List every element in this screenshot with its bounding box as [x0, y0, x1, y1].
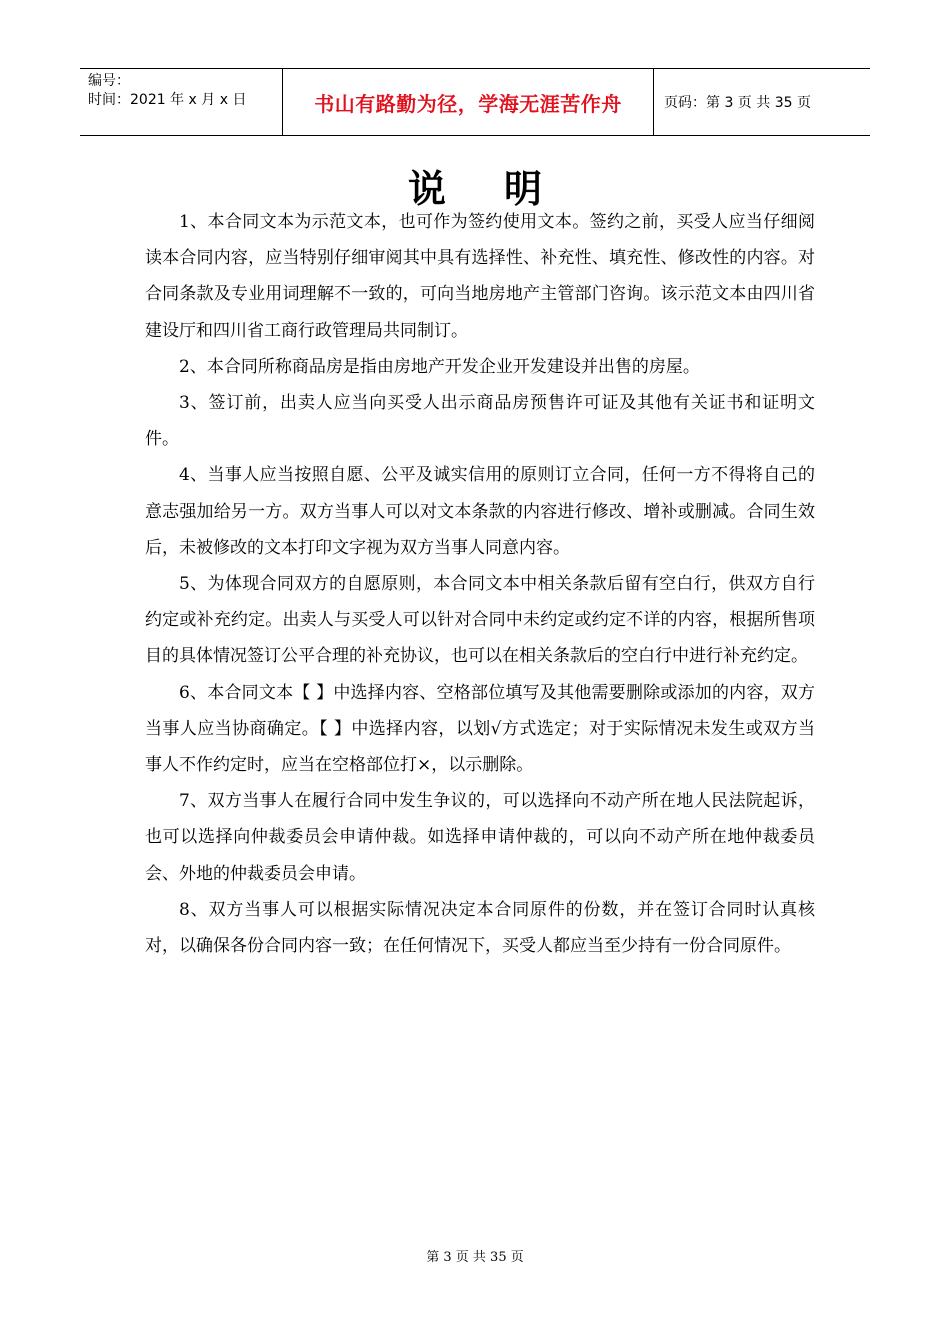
paragraph-8: 8、双方当事人可以根据实际情况决定本合同原件的份数，并在签订合同时认真核对，以确保各份合同内容一致；在任何情况下，买受人都应当至少持有一份合同原件。: [145, 899, 815, 957]
paragraph-3: 3、签订前，出卖人应当向买受人出示商品房预售许可证及其他有关证书和证明文件。: [145, 393, 815, 450]
paragraph-6: 6、本合同文本【 】中选择内容、空格部位填写及其他需要删除或添加的内容，双方当事人应当协商确定。【 】中选择内容，以划√方式选定；对于实际情况未发生或双方当事人不作约定时，应当在空格部位打×，以示删除。: [145, 682, 815, 776]
paragraph-2: 2、本合同所称商品房是指由房地产开发企业开发建设并出售的房屋。: [179, 356, 700, 377]
document-body: [145, 204, 815, 964]
paragraph-7: 7、双方当事人在履行合同中发生争议的，可以选择向不动产所在地人民法院起诉，也可以选择向仲裁委员会申请仲裁。如选择申请仲裁的，可以向不动产所在地仲裁委员会、外地的仲裁委员会申请。: [145, 791, 815, 884]
paragraph-5: 5、为体现合同双方的自愿原则，本合同文本中相关条款后留有空白行，供双方自行约定或补充约定。出卖人与买受人可以针对合同中未约定或约定不详的内容，根据所售项目的具体情况签订公平合理的补充协议，也可以在相关条款后的空白行中进行补充约定。: [145, 574, 815, 667]
paragraph-4: 4、当事人应当按照自愿、公平及诚实信用的原则订立合同，任何一方不得将自己的意志强加给另一方。双方当事人可以对文本条款的内容进行修改、增补或删减。合同生效后，未被修改的文本打印文字视为双方当事人同意内容。: [145, 465, 815, 558]
page-header: [80, 68, 870, 136]
header-meta: [80, 69, 282, 135]
header-number: 编号：: [88, 73, 130, 89]
header-page-info: 页码：第 3 页 共 35 页: [664, 95, 811, 111]
document-title: 说明: [407, 167, 600, 211]
header-motto: 书山有路勤为径，学海无涯苦作舟: [282, 69, 654, 135]
paragraph-1: 1、本合同文本为示范文本，也可作为签约使用文本。签约之前，买受人应当仔细阅读本合同内容，应当特别仔细审阅其中具有选择性、补充性、填充性、修改性的内容。对合同条款及专业用词理解不一致的，可向当地房地产主管部门咨询。该示范文本由四川省建设厅和四川省工商行政管理局共同制订。: [145, 212, 815, 341]
header-time: 时间：2021 年 x 月 x 日: [88, 92, 247, 108]
page-footer: 第 3 页 共 35 页: [426, 1250, 524, 1265]
